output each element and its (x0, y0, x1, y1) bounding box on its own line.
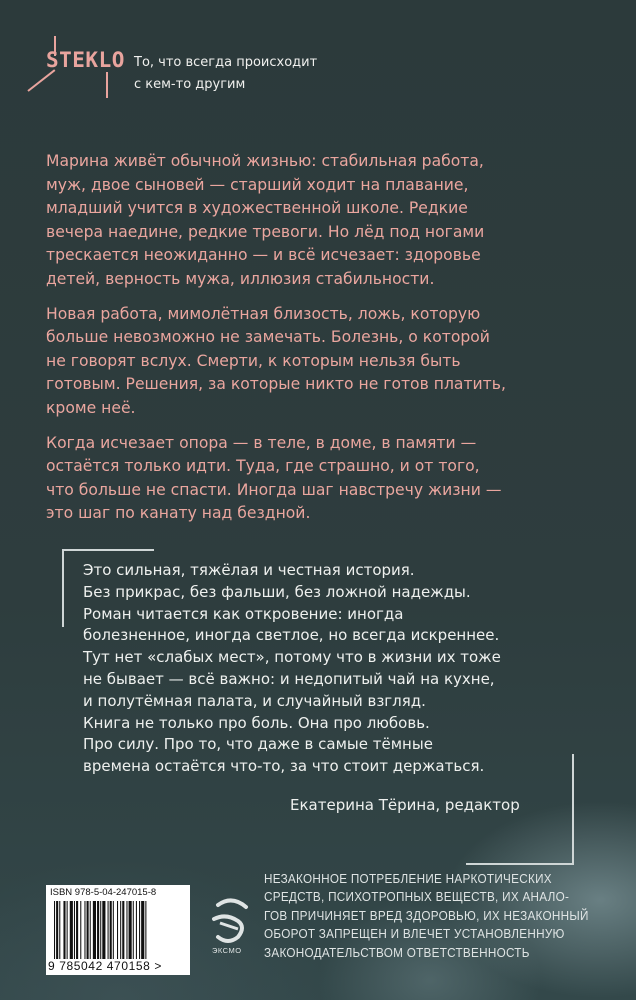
barcode-bar (97, 901, 99, 959)
review-line: Книга не только про боль. Она про любовь. (83, 713, 430, 732)
publisher-name: ЭКСМО (212, 946, 242, 955)
review-line: Без прикрас, без фальши, без ложной надежды. (83, 582, 471, 601)
synopsis (46, 150, 606, 537)
warning-line: ОБОРОТ ЗАПРЕЩЕН И ВЛЕЧЕТ УСТАНОВЛЕННУЮ (264, 927, 565, 942)
barcode-digits: 9 785042 470158 > (48, 959, 162, 973)
barcode-bar (108, 901, 109, 959)
synopsis-line: что больше не спасти. Иногда шаг навстречу жизни — (46, 480, 502, 499)
barcode-bar (87, 901, 89, 959)
synopsis-line: это шаг по канату над бездной. (46, 504, 311, 523)
synopsis-line: больше невозможно не замечать. Болезнь, о которой (46, 328, 490, 347)
review-line: Роман читается как откровение: иногда (83, 604, 404, 623)
review-quote (83, 560, 553, 778)
barcode-bar (70, 901, 73, 959)
barcode-bar (93, 901, 96, 959)
quote-frame-corner-top (62, 549, 64, 627)
review-line: не бывает — всё важно: и недопитый чай на кухне, (83, 669, 495, 688)
review-line: Тут нет «слабых мест», потому что в жизни их тоже (83, 648, 501, 667)
barcode-bar (100, 901, 101, 959)
barcode-bar (63, 901, 65, 959)
logo-text: STEKLO (46, 48, 125, 72)
synopsis-paragraph (46, 432, 606, 526)
barcode-bar (80, 901, 81, 959)
synopsis-line: младший учится в художественной школе. Редкие (46, 199, 468, 218)
barcode-bar (129, 901, 132, 959)
barcode-bar (67, 901, 68, 959)
barcode-bar (113, 901, 114, 959)
synopsis-line: не говорят вслух. Смерти, к которым нельзя быть (46, 351, 461, 370)
barcode-bar (139, 901, 140, 959)
review-author: Екатерина Тёрина, редактор (290, 796, 520, 814)
isbn-barcode (46, 885, 190, 975)
tagline-line: с кем-то другим (134, 77, 246, 92)
barcode-bar (126, 901, 127, 959)
synopsis-line: Марина живёт обычной жизнью: стабильная работа, (46, 152, 484, 170)
synopsis-paragraph (46, 303, 606, 421)
synopsis-line: остаётся только идти. Туда, где страшно, и от того, (46, 457, 480, 476)
review-line: болезненное, иногда светлое, но всегда искреннее. (83, 626, 500, 645)
series-tagline (134, 52, 354, 96)
barcode-bar (141, 901, 144, 959)
isbn-label: ISBN 978-5-04-247015-8 (50, 887, 157, 898)
warning-line: ГОВ ПРИЧИНЯЕТ ВРЕД ЗДОРОВЬЮ, ИХ НЕЗАКОННЫЙ (264, 908, 589, 923)
synopsis-line: готовым. Решения, за которые никто не готов платить, (46, 375, 506, 394)
warning-line: ЗАКОНОДАТЕЛЬСТВОМ ОТВЕТСТВЕННОСТЬ (264, 945, 530, 960)
synopsis-line: муж, двое сыновей — старший ходит на плавание, (46, 175, 469, 194)
barcode-bar (110, 901, 112, 959)
barcode-bar (90, 901, 91, 959)
legal-warning (264, 870, 589, 962)
barcode-bar (133, 901, 134, 959)
barcode-bars (54, 901, 180, 959)
synopsis-line: Когда исчезает опора — в теле, в доме, в памяти — (46, 433, 477, 452)
warning-line: СРЕДСТВ, ПСИХОТРОПНЫХ ВЕЩЕСТВ, ИХ АНАЛО- (264, 890, 570, 905)
quote-frame-corner-top-line (62, 549, 154, 551)
quote-frame-corner-bottom-line (466, 863, 574, 865)
barcode-bar (117, 901, 118, 959)
review-line: Это сильная, тяжёлая и честная история. (83, 561, 415, 579)
steklo-logo (28, 32, 140, 102)
tagline-line: То, что всегда происходит (134, 55, 318, 70)
barcode-bar (136, 901, 137, 959)
barcode-bar (54, 901, 55, 959)
review-line: Про силу. Про то, что даже в самые тёмные (83, 735, 433, 754)
barcode-bar (120, 901, 121, 959)
barcode-bar (59, 901, 60, 959)
barcode-bar (74, 901, 75, 959)
review-line: времена остаётся что-то, за что стоит держаться. (83, 757, 485, 776)
barcode-bar (76, 901, 78, 959)
barcode-bar (145, 901, 146, 959)
synopsis-line: кроме неё. (46, 398, 136, 417)
quote-frame-corner-bottom (572, 754, 574, 864)
synopsis-line: вечера наедине, редкие тревоги. Но лёд под ногами (46, 222, 485, 241)
synopsis-paragraph (46, 150, 606, 292)
synopsis-line: трескается неожиданно — и всё исчезает: здоровье (46, 246, 481, 265)
warning-line: НЕЗАКОННОЕ ПОТРЕБЛЕНИЕ НАРКОТИЧЕСКИХ (264, 872, 552, 886)
review-line: и полутёмная палата, и случайный взгляд. (83, 691, 426, 710)
barcode-bar (122, 901, 124, 959)
barcode-bar (84, 901, 85, 959)
synopsis-line: Новая работа, мимолётная близость, ложь, которую (46, 304, 481, 323)
barcode-bar (56, 901, 58, 959)
barcode-bar (102, 901, 105, 959)
synopsis-line: детей, верность мужа, иллюзия стабильности. (46, 269, 435, 288)
